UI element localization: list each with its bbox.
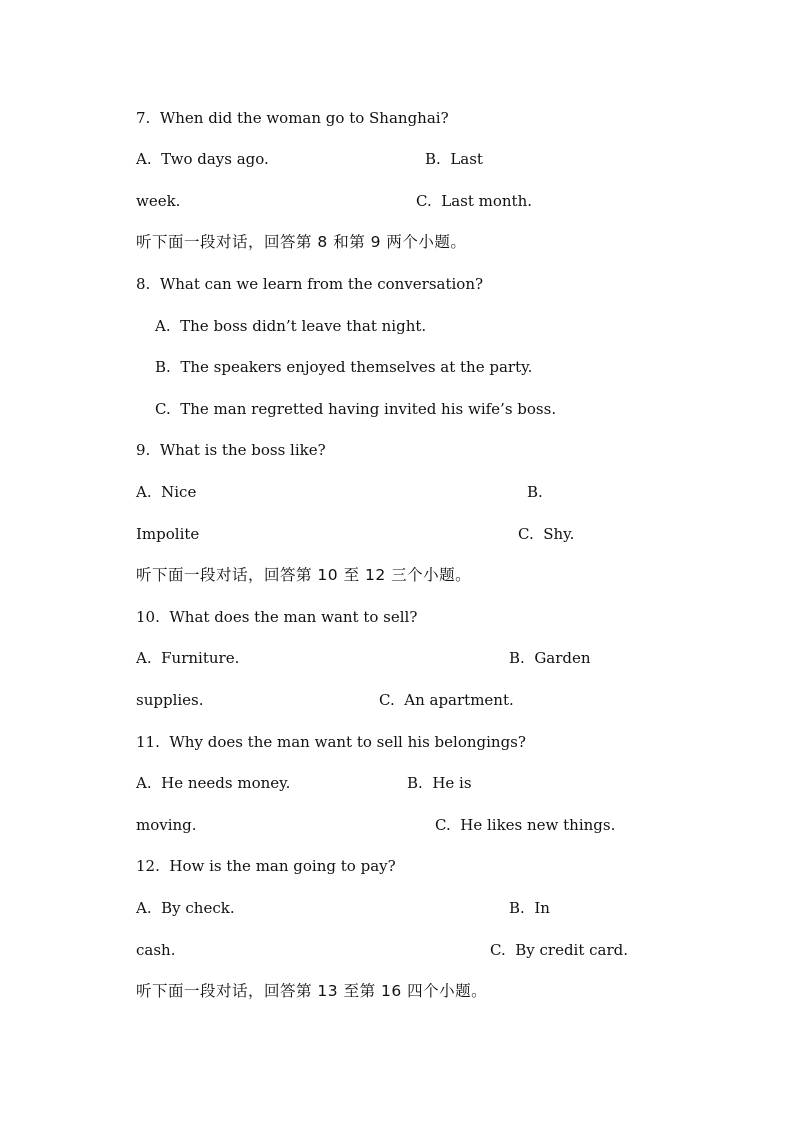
question-7-option-b-start: B. Last [425,150,483,168]
question-12-stem [136,852,666,880]
question-8-option-b [155,353,685,381]
question-11-options-row-1 [136,769,666,797]
question-11-option-b-start: B. He is [407,774,472,792]
question-12-options-row-2 [136,936,666,964]
question-8-option-c [155,395,685,423]
section-instruction-13-16: 听下面一段对话，回答第 13 至第 16 四个小题。 [136,982,488,1000]
question-8-option-a-text: A. The boss didn’t leave that night. [155,317,427,335]
question-8-stem-text: 8. What can we learn from the conversation? [136,275,484,293]
question-7-stem [136,104,666,132]
question-10-stem-text: 10. What does the man want to sell? [136,608,418,626]
question-11-option-b-end: moving. [136,816,197,834]
question-12-option-c: C. By credit card. [490,941,629,959]
question-11-option-a: A. He needs money. [136,774,291,792]
question-10-option-b-start: B. Garden [509,649,591,667]
question-8-option-b-text: B. The speakers enjoyed themselves at the party. [155,358,533,376]
question-10-option-a: A. Furniture. [136,649,240,667]
question-9-options-row-2 [136,520,666,548]
question-12-option-b-start: B. In [509,899,550,917]
question-9-option-b-end: Impolite [136,525,200,543]
question-9-options-row-1 [136,478,666,506]
question-9-stem-text: 9. What is the boss like? [136,441,326,459]
question-12-stem-text: 12. How is the man going to pay? [136,857,396,875]
question-7-stem-text: 7. When did the woman go to Shanghai? [136,109,449,127]
question-12-option-a: A. By check. [136,899,235,917]
question-9-option-c: C. Shy. [518,525,575,543]
question-11-options-row-2 [136,811,666,839]
question-11-stem [136,728,666,756]
question-9-stem [136,436,666,464]
question-9-option-b-start: B. [527,483,543,501]
question-10-stem [136,603,666,631]
question-12-option-b-end: cash. [136,941,176,959]
question-10-option-c: C. An apartment. [379,691,514,709]
question-12-options-row-1 [136,894,666,922]
question-11-stem-text: 11. Why does the man want to sell his belongings? [136,733,526,751]
question-11-option-c: C. He likes new things. [435,816,616,834]
question-7-option-b-end: week. [136,192,181,210]
question-7-option-c: C. Last month. [416,192,533,210]
question-8-stem [136,270,666,298]
question-7-options-row-2 [136,187,666,215]
question-10-options-row-1 [136,644,666,672]
section-instruction-10-12: 听下面一段对话，回答第 10 至 12 三个小题。 [136,566,472,584]
question-8-option-c-text: C. The man regretted having invited his wife’s boss. [155,400,557,418]
question-10-options-row-2 [136,686,666,714]
section-instruction-8-9: 听下面一段对话，回答第 8 和第 9 两个小题。 [136,233,467,251]
question-8-option-a [155,312,685,340]
question-7-options-row-1 [136,145,666,173]
question-9-option-a: A. Nice [136,483,197,501]
question-10-option-b-end: supplies. [136,691,204,709]
question-7-option-a: A. Two days ago. [136,150,269,168]
